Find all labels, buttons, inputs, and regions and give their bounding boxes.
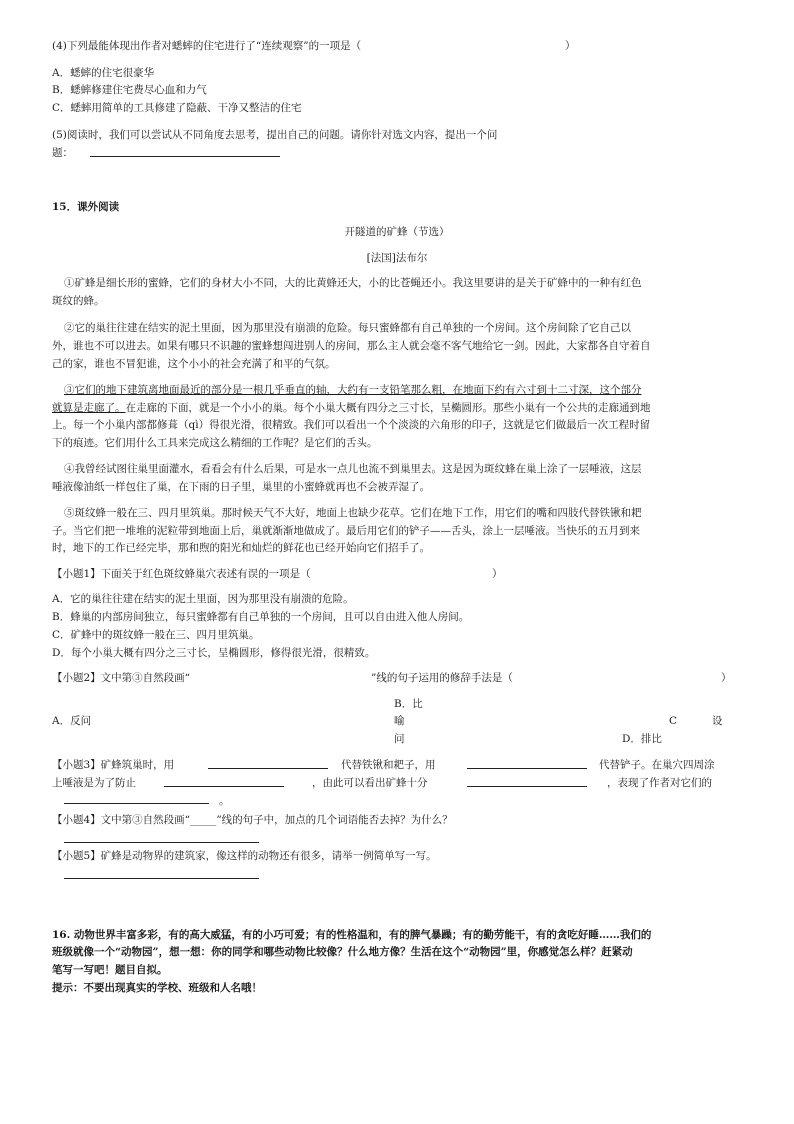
sub4-answer-blank[interactable] xyxy=(64,842,259,843)
sub2-option-d: D．排比 xyxy=(622,733,662,745)
passage-author: [法国]法布尔 xyxy=(366,252,428,264)
sub2-close-paren: ） xyxy=(721,672,732,684)
sub3-line3-end: 。 xyxy=(219,795,230,807)
sub3-line1-a: 【小题3】矿蜂筑巢时，用 xyxy=(52,759,175,771)
sub1-option-d: D．每个小巢大概有四分之三寸长，呈椭圆形，修得很光滑，很精致。 xyxy=(52,647,376,659)
para3-line4: 下的痕迹。它们用什么工具来完成这么精细的工作呢？是它们的舌头。 xyxy=(52,437,378,449)
sub1-option-b: B．蜂巢的内部房间独立，每只蜜蜂都有自己单独的一个房间，且可以自由进入他人房间。 xyxy=(52,611,470,623)
passage-title: 开隧道的矿蜂（节选） xyxy=(344,226,450,238)
q5-answer-blank[interactable] xyxy=(90,156,280,157)
para2-line1: ②它的巢往往建在结实的泥土里面，因为那里没有崩溃的危险。每只蜜蜂都有自己单独的一个房间。这个房间除了它自己以 xyxy=(64,322,631,334)
q5-line1: (5)阅读时，我们可以尝试从不同角度去思考，提出自己的问题。请你针对选文内容，提出一个问 xyxy=(52,129,498,141)
q4-option-c: C．蟋蟀用简单的工具修建了隐蔽、干净又整洁的住宅 xyxy=(52,102,302,114)
sub5-prompt: 【小题5】矿蜂是动物界的建筑家，像这样的动物还有很多，请举一例简单写一写。 xyxy=(52,850,437,862)
para5-line2: 子。当它们把一堆堆的泥粒带到地面上后，巢就渐渐地做成了。最后用它们的铲子——舌头，涂上一层唾液。当快乐的五月到来 xyxy=(52,525,640,537)
para3-underlined-end: 就算是走廊了。 xyxy=(52,402,126,414)
sub2-prompt: 【小题2】文中第③自然段画“ xyxy=(52,672,191,684)
sub2-option-b-part1: B．比 xyxy=(394,698,423,710)
sub3-line2-b: ，由此可以看出矿蜂十分 xyxy=(312,777,428,789)
para1-line1: ①矿蜂是细长形的蜜蜂，它们的身材大小不同，大的比黄蜂还大，小的比苍蝇还小。我这里要讲的是关于矿蜂中的一种有红色 xyxy=(64,277,642,289)
sub2-prompt-mid: ”线的句子运用的修辞手法是（ xyxy=(371,672,513,684)
para2-line2: 外，谁也不可以进去。如果有哪只不识趣的蜜蜂想闯进别人的房间，那么主人就会毫不客气地给它一剑。因此，大家都各自守着自 xyxy=(52,340,651,352)
sub3-line2-c: ，表现了作者对它们的 xyxy=(607,777,712,789)
sub3-line1-b: 代替铁锹和耙子，用 xyxy=(341,759,436,771)
sub2-option-b-part2: 喻 xyxy=(394,715,405,727)
q16-line2: 班级就像一个“动物园”，想一想：你的同学和哪些动物比较像？什么地方像？生活在这个“动物园”里，你感觉怎么样？赶紧动 xyxy=(52,946,633,958)
sub5-answer-blank[interactable] xyxy=(64,878,259,879)
sub1-option-c: C．矿蜂中的斑纹蜂一般在三、四月里筑巢。 xyxy=(52,629,260,641)
para5-line3: 时，地下的工作已经完毕，那和煦的阳光和灿烂的鲜花也已经开始向它们招手了。 xyxy=(52,542,430,554)
q5-line2: 题： xyxy=(52,147,73,159)
sub2-option-c-part1: C xyxy=(669,715,678,727)
sub4-prompt: 【小题4】文中第③自然段画“_____”线的句子中，加点的几个词语能否去掉？为什么？ xyxy=(52,814,453,826)
sub2-option-c-part2: 设 xyxy=(712,715,723,727)
sub3-blank-3[interactable] xyxy=(164,786,284,787)
sub4-underline-placeholder: _____ xyxy=(190,814,217,826)
sub3-blank-4[interactable] xyxy=(467,786,587,787)
sub3-blank-2[interactable] xyxy=(467,768,587,769)
para4-line2: 唾液像油纸一样包住了巢，在下雨的日子里，巢里的小蜜蜂就再也不会被弄湿了。 xyxy=(52,481,430,493)
para3-line1: ③它们的地下建筑离地面最近的部分是一根几乎垂直的轴，大约有一支铅笔那么粗，在地面下约有六寸到十二寸深，这个部分 xyxy=(64,384,642,396)
para3-line3: 上。每一个小巢内部都修葺（qì）得很光滑，很精致。我们可以看出一个个淡淡的六角形的印子，这就是它们做最后一次工程时留 xyxy=(52,419,651,431)
sub1-prompt: 【小题1】下面关于红色斑纹蜂巢穴表述有误的一项是（ xyxy=(52,568,311,580)
q16-line1: 16. 动物世界丰富多彩，有的高大威猛，有的小巧可爱；有的性格温和，有的脾气暴躁；有的勤劳能干，有的贪吃好睡……我们的 xyxy=(52,929,652,941)
sub1-close-paren: ） xyxy=(492,568,503,580)
q4-option-b: B．蟋蟀修建住宅费尽心血和力气 xyxy=(52,84,207,96)
para4-line1: ④我曾经试图往巢里面灌水，看看会有什么后果，可是水一点儿也流不到巢里去。这是因为斑纹蜂在巢上涂了一层唾液，这层 xyxy=(64,463,642,475)
q15-header: 15．课外阅读 xyxy=(52,201,120,213)
para1-line2: 斑纹的蜂。 xyxy=(52,295,105,307)
sub1-option-a: A．它的巢往往建在结实的泥土里面，因为那里没有崩溃的危险。 xyxy=(52,593,354,605)
sub3-line2-a: 上唾液是为了防止 xyxy=(52,777,136,789)
q16-hint: 提示：不要出现真实的学校、班级和人名哦！ xyxy=(52,982,262,994)
sub2-option-b-part3: 问 xyxy=(394,733,405,745)
q4-prompt: (4)下列最能体现出作者对蟋蟀的住宅进行了“连续观察”的一项是（ xyxy=(52,40,362,52)
para5-line1: ⑤斑纹蜂一般在三、四月里筑巢。那时候天气不大好，地面上也缺少花草。它们在地下工作，用它们的嘴和四肢代替铁锹和耙 xyxy=(64,507,642,519)
para2-line3: 己的家，谁也不冒犯谁，这个小小的社会充满了和平的气氛。 xyxy=(52,358,336,370)
sub3-blank-1[interactable] xyxy=(208,768,328,769)
sub3-line1-c: 代替铲子。在巢穴四周涂 xyxy=(599,759,715,771)
sub2-option-a: A．反问 xyxy=(52,715,92,727)
q16-line3: 笔写一写吧！题目自拟。 xyxy=(52,964,168,976)
sub3-blank-5[interactable] xyxy=(64,803,209,804)
q4-close-paren: ） xyxy=(565,40,576,52)
q4-option-a: A．蟋蟀的住宅很豪华 xyxy=(52,67,155,79)
para3-line2: 就算是走廊了。在走廊的下面，就是一个小小的巢。每个小巢大概有四分之三寸长，呈椭圆形。那些小巢有一个公共的走廊通到地 xyxy=(52,402,651,414)
